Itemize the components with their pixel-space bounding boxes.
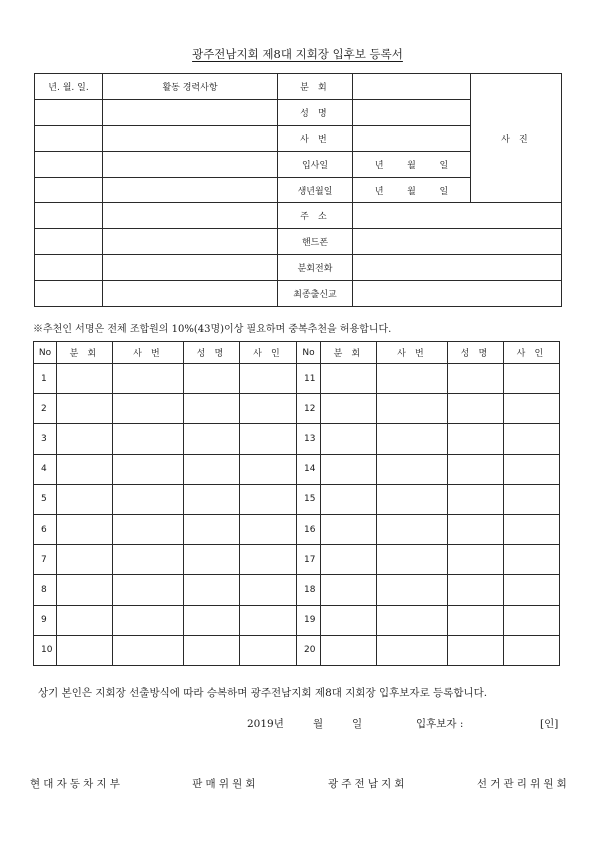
label-mobile: 핸드폰: [278, 229, 353, 255]
branch-cell[interactable]: [321, 514, 377, 544]
branch-cell[interactable]: [321, 545, 377, 575]
month-unit: 월: [407, 160, 416, 171]
employee-no-cell[interactable]: [377, 514, 448, 544]
signature-row: [34, 454, 560, 484]
branch-cell[interactable]: [321, 394, 377, 424]
activity-date-cell[interactable]: [35, 125, 103, 151]
row-number: 18: [297, 575, 321, 605]
name-cell[interactable]: [184, 635, 240, 665]
row-number: 10: [34, 635, 57, 665]
employee-no-cell[interactable]: [113, 424, 184, 454]
footer-election-committee: 선거관리위원회: [476, 778, 570, 790]
year-unit: 년: [374, 186, 384, 197]
photo-label: 사 진: [501, 134, 531, 145]
row-number: 13: [297, 424, 321, 454]
branch-cell[interactable]: [321, 635, 377, 665]
signature-cell[interactable]: [240, 605, 297, 635]
name-cell[interactable]: [184, 514, 240, 544]
signature-row: [34, 424, 560, 454]
activity-date-cell[interactable]: [35, 99, 103, 125]
employee-no-cell[interactable]: [377, 424, 448, 454]
activity-date-cell[interactable]: [35, 229, 103, 255]
seal-mark: [인]: [540, 718, 559, 730]
branch-cell[interactable]: [57, 635, 113, 665]
activity-cell[interactable]: [103, 99, 278, 125]
employee-no-cell[interactable]: [113, 575, 184, 605]
signature-row: [34, 484, 560, 514]
signature-cell[interactable]: [504, 635, 560, 665]
value-hire-date[interactable]: [353, 151, 471, 177]
header-branch: 분 회: [321, 342, 377, 364]
row-number: 4: [34, 454, 57, 484]
value-mobile[interactable]: [353, 229, 562, 255]
signature-cell[interactable]: [504, 605, 560, 635]
signature-row: [34, 545, 560, 575]
signature-row: [34, 575, 560, 605]
candidate-profile-table: [34, 73, 562, 307]
activity-cell[interactable]: [103, 229, 278, 255]
signature-cell[interactable]: [504, 454, 560, 484]
label-address: 주 소: [278, 203, 353, 229]
row-number: 3: [34, 424, 57, 454]
branch-cell[interactable]: [321, 424, 377, 454]
header-signature: 사 인: [240, 342, 297, 364]
name-cell[interactable]: [448, 514, 504, 544]
branch-cell[interactable]: [321, 364, 377, 394]
activity-cell[interactable]: [103, 203, 278, 229]
row-number: 16: [297, 514, 321, 544]
value-address[interactable]: [353, 203, 562, 229]
signature-cell[interactable]: [240, 545, 297, 575]
signature-row: [34, 635, 560, 665]
value-branch-phone[interactable]: [353, 255, 562, 281]
branch-cell[interactable]: [57, 424, 113, 454]
col-activity-header: 활동 경력사항: [103, 74, 278, 100]
row-number: 19: [297, 605, 321, 635]
signature-cell[interactable]: [240, 424, 297, 454]
employee-no-cell[interactable]: [377, 394, 448, 424]
signature-cell[interactable]: [240, 454, 297, 484]
activity-cell[interactable]: [103, 255, 278, 281]
activity-cell[interactable]: [103, 281, 278, 307]
employee-no-cell[interactable]: [113, 484, 184, 514]
label-hire-date: 입사일: [278, 151, 353, 177]
signature-cell[interactable]: [240, 484, 297, 514]
day-unit: 일: [439, 160, 449, 171]
activity-cell[interactable]: [103, 177, 278, 203]
signature-cell[interactable]: [240, 394, 297, 424]
name-cell[interactable]: [448, 484, 504, 514]
date-month: 월: [313, 718, 324, 730]
branch-cell[interactable]: [57, 605, 113, 635]
branch-cell[interactable]: [321, 484, 377, 514]
employee-no-cell[interactable]: [377, 364, 448, 394]
label-branch-phone: 분회전화: [278, 255, 353, 281]
header-employee-no: 사 번: [113, 342, 184, 364]
value-birth-date[interactable]: [353, 177, 471, 203]
branch-cell[interactable]: [57, 545, 113, 575]
branch-cell[interactable]: [57, 514, 113, 544]
employee-no-cell[interactable]: [377, 484, 448, 514]
signature-row: [34, 394, 560, 424]
name-cell[interactable]: [184, 605, 240, 635]
footer-branch: 광주전남지회: [327, 778, 408, 790]
signature-cell[interactable]: [504, 394, 560, 424]
branch-cell[interactable]: [321, 454, 377, 484]
signature-cell[interactable]: [240, 635, 297, 665]
row-number: 6: [34, 514, 57, 544]
row-number: 20: [297, 635, 321, 665]
name-cell[interactable]: [184, 545, 240, 575]
employee-no-cell[interactable]: [113, 454, 184, 484]
name-cell[interactable]: [448, 545, 504, 575]
issuer-footer: [30, 776, 570, 791]
row-number: 11: [297, 364, 321, 394]
name-cell[interactable]: [448, 635, 504, 665]
value-branch[interactable]: [353, 74, 471, 100]
profile-row: [35, 281, 562, 307]
signature-cell[interactable]: [240, 514, 297, 544]
profile-row: [35, 203, 562, 229]
profile-row: [35, 255, 562, 281]
label-branch: 분 회: [278, 74, 353, 100]
date-day: 일: [352, 718, 363, 730]
branch-cell[interactable]: [321, 575, 377, 605]
employee-no-cell[interactable]: [113, 394, 184, 424]
footer-committee: 판매위원회: [192, 778, 259, 790]
profile-row: [35, 74, 562, 100]
employee-no-cell[interactable]: [113, 545, 184, 575]
row-number: 9: [34, 605, 57, 635]
signature-cell[interactable]: [504, 514, 560, 544]
candidate-label: 입후보자 :: [416, 718, 464, 730]
signature-row: [34, 364, 560, 394]
employee-no-cell[interactable]: [113, 514, 184, 544]
name-cell[interactable]: [448, 364, 504, 394]
activity-date-cell[interactable]: [35, 281, 103, 307]
name-cell[interactable]: [184, 454, 240, 484]
branch-cell[interactable]: [57, 575, 113, 605]
signature-cell[interactable]: [240, 575, 297, 605]
row-number: 1: [34, 364, 57, 394]
activity-cell[interactable]: [103, 125, 278, 151]
name-cell[interactable]: [448, 424, 504, 454]
header-no: No: [34, 342, 57, 364]
name-cell[interactable]: [448, 605, 504, 635]
signature-header-row: [34, 342, 560, 364]
employee-no-cell[interactable]: [113, 635, 184, 665]
row-number: 14: [297, 454, 321, 484]
branch-cell[interactable]: [321, 605, 377, 635]
header-employee-no: 사 번: [377, 342, 448, 364]
row-number: 5: [34, 484, 57, 514]
document-title-text: 광주전남지회 제8대 지회장 입후보 등록서: [192, 47, 403, 61]
name-cell[interactable]: [184, 364, 240, 394]
employee-no-cell[interactable]: [113, 605, 184, 635]
row-number: 7: [34, 545, 57, 575]
row-number: 2: [34, 394, 57, 424]
photo-box: [471, 74, 562, 203]
label-birth-date: 생년월일: [278, 177, 353, 203]
value-employee-no[interactable]: [353, 125, 471, 151]
header-no: No: [297, 342, 321, 364]
row-number: 8: [34, 575, 57, 605]
signature-cell[interactable]: [504, 364, 560, 394]
row-number: 17: [297, 545, 321, 575]
date-year: 2019년: [247, 718, 284, 730]
employee-no-cell[interactable]: [113, 364, 184, 394]
row-number: 15: [297, 484, 321, 514]
label-final-school: 최종출신교: [278, 281, 353, 307]
employee-no-cell[interactable]: [377, 635, 448, 665]
value-name[interactable]: [353, 99, 471, 125]
header-branch: 분 회: [57, 342, 113, 364]
name-cell[interactable]: [448, 394, 504, 424]
signature-cell[interactable]: [504, 424, 560, 454]
employee-no-cell[interactable]: [377, 454, 448, 484]
recommender-note: ※추천인 서명은 전체 조합원의 10%(43명)이상 필요하며 중복추천을 허용합니다.: [33, 324, 392, 335]
year-unit: 년: [374, 160, 384, 171]
value-final-school[interactable]: [353, 281, 562, 307]
activity-date-cell[interactable]: [35, 177, 103, 203]
activity-date-cell[interactable]: [35, 203, 103, 229]
signature-cell[interactable]: [504, 484, 560, 514]
header-name: 성 명: [184, 342, 240, 364]
profile-row: [35, 229, 562, 255]
name-cell[interactable]: [184, 424, 240, 454]
col-date-header: 년. 월. 일.: [35, 74, 103, 100]
signature-cell[interactable]: [504, 545, 560, 575]
registration-statement: 상기 본인은 지회장 선출방식에 따라 승복하며 광주전남지회 제8대 지회장 입후보자로 등록합니다.: [38, 687, 488, 699]
header-name: 성 명: [448, 342, 504, 364]
employee-no-cell[interactable]: [377, 545, 448, 575]
label-employee-no: 사 번: [278, 125, 353, 151]
recommender-signature-table: [33, 341, 560, 666]
name-cell[interactable]: [184, 394, 240, 424]
branch-cell[interactable]: [57, 484, 113, 514]
signature-cell[interactable]: [504, 575, 560, 605]
header-signature: 사 인: [504, 342, 560, 364]
signature-row: [34, 605, 560, 635]
activity-date-cell[interactable]: [35, 151, 103, 177]
signature-cell[interactable]: [240, 364, 297, 394]
activity-cell[interactable]: [103, 151, 278, 177]
day-unit: 일: [439, 186, 449, 197]
name-cell[interactable]: [184, 484, 240, 514]
label-name: 성 명: [278, 99, 353, 125]
document-title: [0, 46, 595, 62]
branch-cell[interactable]: [57, 394, 113, 424]
branch-cell[interactable]: [57, 454, 113, 484]
name-cell[interactable]: [448, 575, 504, 605]
employee-no-cell[interactable]: [377, 605, 448, 635]
employee-no-cell[interactable]: [377, 575, 448, 605]
activity-date-cell[interactable]: [35, 255, 103, 281]
month-unit: 월: [407, 186, 416, 197]
footer-union: 현대자동차지부: [30, 778, 124, 790]
name-cell[interactable]: [448, 454, 504, 484]
name-cell[interactable]: [184, 575, 240, 605]
row-number: 12: [297, 394, 321, 424]
branch-cell[interactable]: [57, 364, 113, 394]
signature-row: [34, 514, 560, 544]
